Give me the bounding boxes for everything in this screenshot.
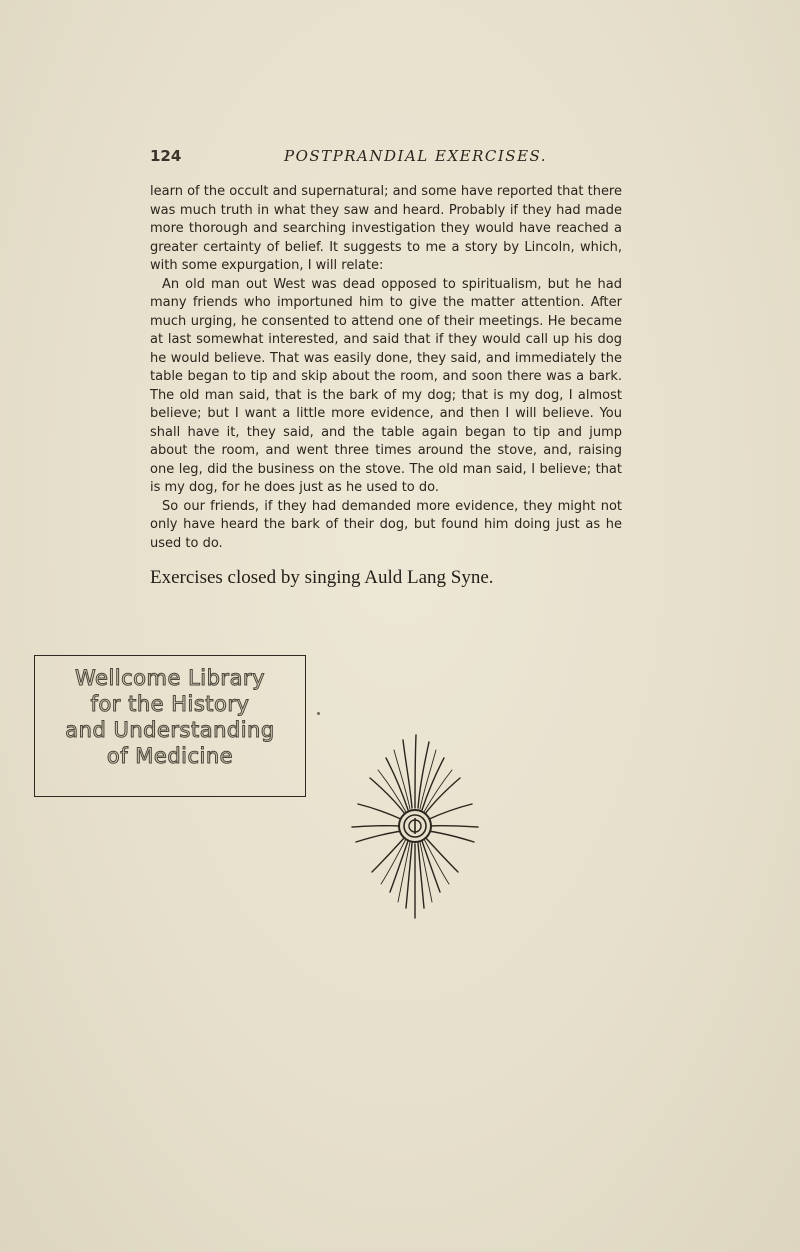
sunburst-ornament-icon xyxy=(340,730,490,920)
paragraph-3: So our friends, if they had demanded more evidence, they might not only have heard the bark of their dog, but found him doing just as he used to do. xyxy=(150,498,622,551)
page-header xyxy=(150,147,570,169)
library-stamp xyxy=(34,655,306,797)
stamp-line-2: for the History xyxy=(90,692,250,716)
paragraph-1: learn of the occult and supernatural; and some have reported that there was much truth in what they saw and heard. Probably if they had made more thorough and searching investigation they would have reached a greater certainty of belief. It suggests to me a story by Lincoln, which, with some expurgation, I will relate: xyxy=(150,184,622,273)
closing-line: Exercises closed by singing Auld Lang Syne. xyxy=(150,567,494,588)
stamp-line-1: Wellcome Library xyxy=(75,666,265,690)
running-head: POSTPRANDIAL EXERCISES. xyxy=(284,147,548,165)
body-text xyxy=(150,183,622,553)
stamp-line-3: and Understanding xyxy=(65,718,275,742)
stamp-line-4: of Medicine xyxy=(106,744,234,768)
paragraph-2: An old man out West was dead opposed to spiritualism, but he had many friends who importuned him to give the matter attention. After much urging, he consented to attend one of their meetings. He became at last somewhat interested, and said that if they would call up his dog he would believe. That was easily done, they said, and immediately the table began to tip and skip about the room, and soon there was a bark. The old man said, that is the bark of my dog; that is my dog, I almost believe; but I want a little more evidence, and then I will believe. You shall have it, they said, and the table again began to tip and jump about the room, and went three times around the stove, and, raising one leg, did the business on the stove. The old man said, I believe; that is my dog, for he does just as he used to do. xyxy=(150,276,622,495)
page-number: 124 xyxy=(150,147,182,165)
ink-dot xyxy=(317,712,320,715)
